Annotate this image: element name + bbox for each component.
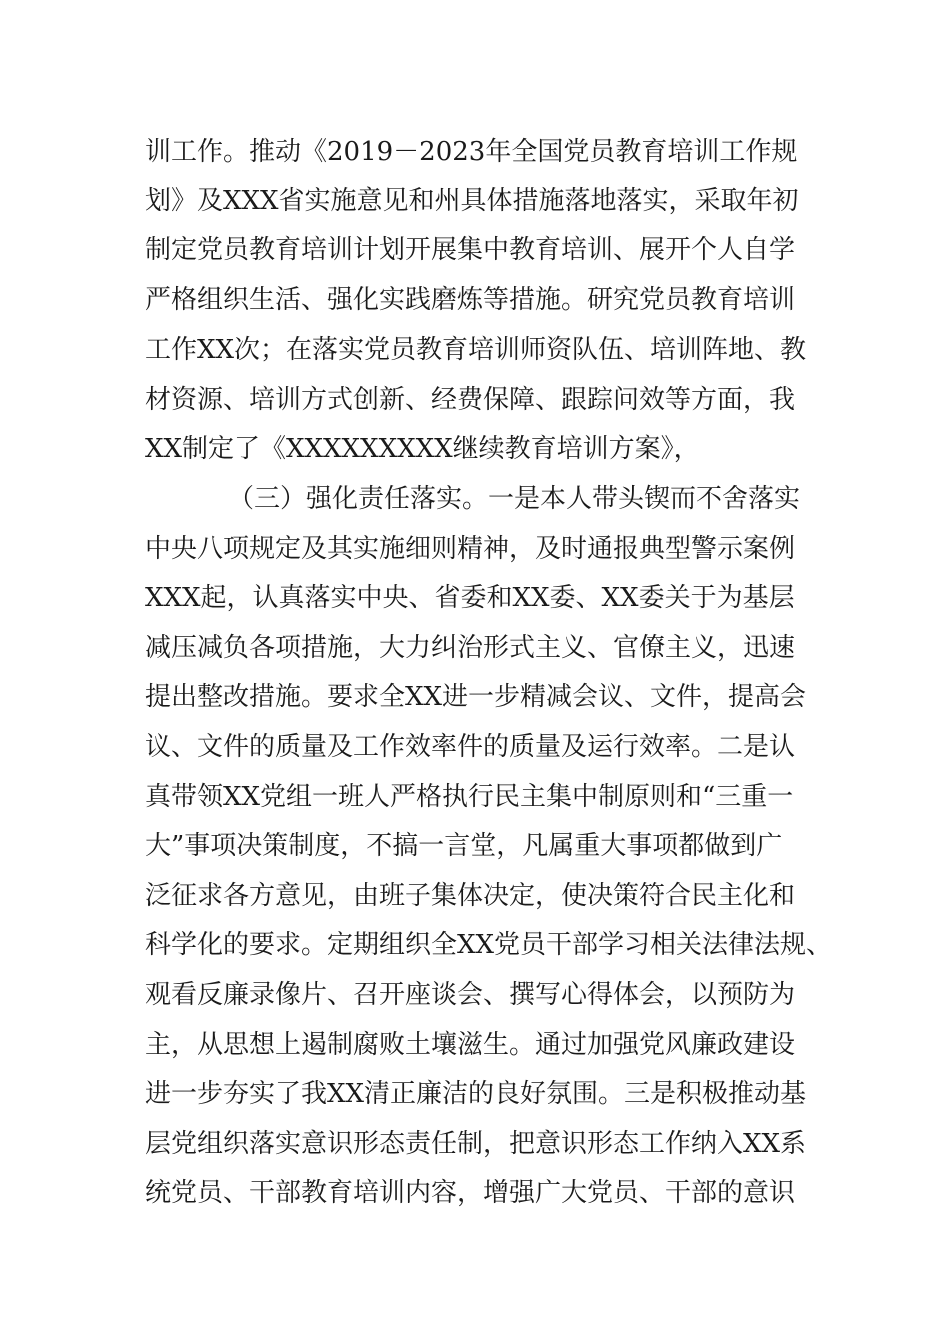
text-line: 泛征求各方意见，由班子集体决定，使决策符合民主化和 xyxy=(145,881,796,911)
text-line: 大”事项决策制度，不搞一言堂，凡属重大事项都做到广 xyxy=(145,831,783,861)
text-line: 中央八项规定及其实施细则精神，及时通报典型警示案例 xyxy=(145,534,796,564)
text-line: 训工作。推动《2019－2023年全国党员教育培训工作规 xyxy=(145,137,798,167)
text-line: 层党组织落实意识形态责任制，把意识形态工作纳入XX系 xyxy=(145,1129,807,1159)
text-line: 真带领XX党组一班人严格执行民主集中制原则和“三重一 xyxy=(145,782,794,812)
text-line: 材资源、培训方式创新、经费保障、跟踪问效等方面，我 xyxy=(145,385,796,415)
text-line: 制定党员教育培训计划开展集中教育培训、展开个人自学 xyxy=(145,235,796,265)
paragraph-heading-line: （三）强化责任落实。一是本人带头锲而不舍落实 xyxy=(228,484,801,514)
text-line: XXX起，认真落实中央、省委和XX委、XX委关于为基层 xyxy=(145,583,795,613)
text-line: 科学化的要求。定期组织全XX党员干部学习相关法律法规、 xyxy=(145,930,833,960)
text-line: 提出整改措施。要求全XX进一步精减会议、文件，提高会 xyxy=(145,682,807,712)
text-line: 划》及XXX省实施意见和州具体措施落地落实，采取年初 xyxy=(145,186,799,216)
text-line: 工作XX次；在落实党员教育培训师资队伍、培训阵地、教 xyxy=(145,335,807,365)
text-line: 统党员、干部教育培训内容，增强广大党员、干部的意识 xyxy=(145,1178,796,1208)
text-line: 议、文件的质量及工作效率件的质量及运行效率。二是认 xyxy=(145,732,796,762)
text-line: 减压减负各项措施，大力纠治形式主义、官僚主义，迅速 xyxy=(145,633,796,663)
text-line: 主，从思想上遏制腐败土壤滋生。通过加强党风廉政建设 xyxy=(145,1030,796,1060)
text-line: 进一步夯实了我XX清正廉洁的良好氛围。三是积极推动基 xyxy=(145,1079,807,1109)
text-line: XX制定了《XXXXXXXXX继续教育培训方案》， xyxy=(145,434,700,464)
text-line: 严格组织生活、强化实践磨炼等措施。研究党员教育培训 xyxy=(145,285,796,315)
text-line: 观看反廉录像片、召开座谈会、撰写心得体会，以预防为 xyxy=(145,980,796,1010)
